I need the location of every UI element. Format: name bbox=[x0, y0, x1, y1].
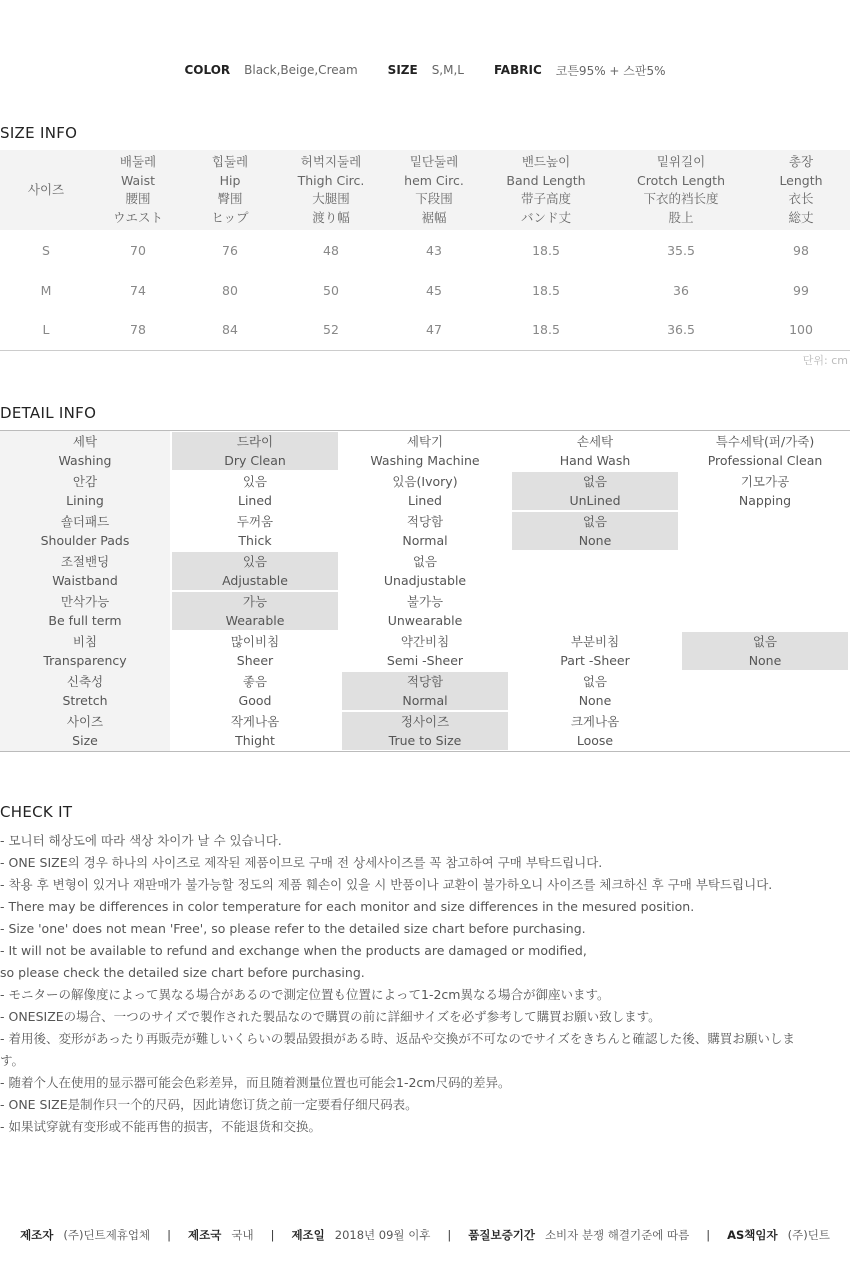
check-it-line: - Size 'one' does not mean 'Free', so please refer to the detailed size chart before purchasing. bbox=[0, 921, 586, 936]
detail-option: 기모가공 Napping bbox=[738, 474, 792, 508]
detail-option: 손세탁 Hand Wash bbox=[559, 434, 631, 468]
footer-key: AS책임자 bbox=[727, 1228, 778, 1242]
detail-row bbox=[0, 431, 850, 471]
check-it-line: - ONE SIZE是制作只一个的尺码，因此请您订货之前一定要看仔细尺码表。 bbox=[0, 1097, 418, 1112]
size-info-title: SIZE INFO bbox=[0, 124, 78, 142]
size-key: SIZE bbox=[387, 63, 418, 77]
detail-option: 특수세탁(퍼/가죽) Professional Clean bbox=[707, 434, 823, 468]
detail-option-selected: 없음 None bbox=[680, 631, 850, 671]
size-cell: 36 bbox=[673, 282, 689, 298]
detail-option: 불가능 Unwearable bbox=[387, 594, 463, 628]
size-cell: 35.5 bbox=[667, 242, 695, 258]
size-cell: 18.5 bbox=[532, 242, 560, 258]
check-it-line: - ONESIZEの場合、一つのサイズで製作された製品なので購買の前に詳細サイズを必ず参考して購買お願い致します。 bbox=[0, 1009, 661, 1024]
size-cell: 70 bbox=[130, 242, 146, 258]
detail-option bbox=[680, 511, 850, 551]
footer-value: (주)딘트제휴업체 bbox=[63, 1228, 151, 1242]
size-col-hip: 힙둘레 Hip 臀围 ヒップ bbox=[211, 154, 249, 225]
check-it-line: - モニターの解像度によって異なる場合があるので測定位置も位置によって1-2cm異なる場合が御座います。 bbox=[0, 987, 610, 1002]
check-it-line: - 随着个人在使用的显示器可能会色彩差异，而且随着测量位置也可能会1-2cm尺码的差异。 bbox=[0, 1075, 511, 1090]
size-cell: 47 bbox=[386, 310, 482, 350]
detail-option: 크게나옴 Loose bbox=[570, 714, 620, 748]
detail-option: 약간비침 Semi -Sheer bbox=[386, 634, 464, 668]
detail-row bbox=[0, 591, 850, 631]
check-it-line: - 모니터 해상도에 따라 색상 차이가 날 수 있습니다. bbox=[0, 833, 282, 848]
unit-note: 단위: cm bbox=[802, 354, 848, 367]
size-cell: 99 bbox=[793, 282, 809, 298]
detail-option: 있음(Ivory) Lined bbox=[392, 474, 458, 508]
detail-row bbox=[0, 631, 850, 671]
detail-option-selected: 드라이 Dry Clean bbox=[170, 431, 340, 471]
detail-option bbox=[510, 591, 680, 631]
size-value: S,M,L bbox=[431, 63, 464, 77]
detail-row-label: 숄더패드 Shoulder Pads bbox=[0, 511, 170, 551]
size-cell: 18.5 bbox=[532, 282, 560, 298]
size-row-s bbox=[0, 230, 850, 270]
detail-table bbox=[0, 430, 850, 752]
check-it-line: so please check the detailed size chart before purchasing. bbox=[0, 965, 365, 980]
detail-row-label: 사이즈 Size bbox=[0, 711, 170, 751]
size-cell: S bbox=[42, 242, 50, 258]
size-col-crotch: 밑위길이 Crotch Length 下衣的裆长度 股上 bbox=[636, 154, 726, 225]
check-it-line: す。 bbox=[0, 1053, 25, 1068]
check-it-list bbox=[0, 830, 850, 1138]
size-cell: 76 bbox=[222, 242, 238, 258]
size-cell: 50 bbox=[323, 282, 339, 298]
detail-option: 적당함 Normal bbox=[402, 514, 448, 548]
detail-option bbox=[680, 551, 850, 591]
detail-option bbox=[680, 671, 850, 711]
detail-row-label: 비침 Transparency bbox=[0, 631, 170, 671]
size-cell: L bbox=[0, 310, 92, 350]
size-cell: 36.5 bbox=[610, 310, 752, 350]
detail-option: 좋음 Good bbox=[238, 674, 272, 708]
detail-option: 부분비침 Part -Sheer bbox=[560, 634, 630, 668]
detail-row-label: 만삭가능 Be full term bbox=[0, 591, 170, 631]
detail-row-label: 조절밴딩 Waistband bbox=[0, 551, 170, 591]
detail-option-selected: 적당함 Normal bbox=[340, 671, 510, 711]
size-header-label: 사이즈 bbox=[27, 181, 65, 197]
check-it-title: CHECK IT bbox=[0, 803, 73, 821]
detail-option-selected: 없음 UnLined bbox=[510, 471, 680, 511]
footer-key: 제조자 bbox=[20, 1228, 54, 1242]
size-row-l bbox=[0, 310, 850, 350]
size-cell: 48 bbox=[323, 242, 339, 258]
product-spec-line bbox=[0, 60, 850, 80]
color-value: Black,Beige,Cream bbox=[244, 63, 358, 77]
detail-option bbox=[510, 551, 680, 591]
check-it-line: - It will not be available to refund and exchange when the products are damaged or modified, bbox=[0, 943, 587, 958]
size-cell: 100 bbox=[752, 310, 850, 350]
detail-option: 없음 None bbox=[578, 674, 612, 708]
size-cell: 52 bbox=[276, 310, 386, 350]
size-col-hem: 밑단둘레 hem Circ. 下段围 裾幅 bbox=[404, 154, 464, 225]
check-it-line: - ONE SIZE의 경우 하나의 사이즈로 제작된 제품이므로 구매 전 상세사이즈를 꼭 참고하여 구매 부탁드립니다. bbox=[0, 855, 603, 870]
footer-separator: | bbox=[270, 1228, 275, 1242]
detail-option-selected: 가능 Wearable bbox=[170, 591, 340, 631]
footer-separator: | bbox=[706, 1228, 711, 1242]
check-it-line: - 착용 후 변형이 있거나 재판매가 불가능할 정도의 제품 훼손이 있을 시 반품이나 교환이 불가하오니 사이즈를 체크하신 후 구매 부탁드립니다. bbox=[0, 877, 773, 892]
footer-key: 제조일 bbox=[291, 1228, 325, 1242]
product-info-footer bbox=[0, 1224, 850, 1246]
size-cell: M bbox=[40, 282, 52, 298]
size-row-m bbox=[0, 270, 850, 310]
detail-option bbox=[680, 711, 850, 751]
footer-value: 2018년 09월 이후 bbox=[334, 1228, 431, 1242]
check-it-line: - 如果试穿就有变形或不能再售的损害，不能退货和交换。 bbox=[0, 1119, 321, 1134]
size-col-thigh: 허벅지둘레 Thigh Circ. 大腿围 渡り幅 bbox=[297, 154, 365, 225]
footer-separator: | bbox=[167, 1228, 172, 1242]
size-cell: 80 bbox=[222, 282, 238, 298]
detail-option: 세탁기 Washing Machine bbox=[370, 434, 480, 468]
detail-option: 없음 Unadjustable bbox=[383, 554, 467, 588]
detail-option-selected: 없음 None bbox=[510, 511, 680, 551]
detail-row-label: 신축성 Stretch bbox=[0, 671, 170, 711]
size-col-band: 밴드높이 Band Length 带子高度 バンド丈 bbox=[506, 154, 586, 225]
detail-option: 있음 Lined bbox=[238, 474, 272, 508]
detail-option: 두꺼움 Thick bbox=[236, 514, 274, 548]
size-cell: 43 bbox=[426, 242, 442, 258]
footer-separator: | bbox=[447, 1228, 452, 1242]
detail-row bbox=[0, 471, 850, 511]
detail-row bbox=[0, 711, 850, 751]
fabric-key: FABRIC bbox=[493, 63, 542, 77]
size-cell: 78 bbox=[92, 310, 184, 350]
detail-row-label: 세탁 Washing bbox=[0, 431, 170, 471]
size-col-length: 총장 Length 衣长 総丈 bbox=[779, 154, 823, 225]
size-table bbox=[0, 150, 850, 351]
footer-value: 국내 bbox=[231, 1228, 254, 1242]
color-key: COLOR bbox=[184, 63, 231, 77]
detail-option: 많이비침 Sheer bbox=[230, 634, 280, 668]
check-it-line: - There may be differences in color temperature for each monitor and size differences in the mesured position. bbox=[0, 899, 695, 914]
footer-key: 품질보증기간 bbox=[468, 1228, 535, 1242]
check-it-line: - 着用後、変形があったり再販売が難しいくらいの製品毀損がある時、返品や交換が不可なのでサイズをきちんと確認した後、購買お願いしま bbox=[0, 1031, 795, 1046]
detail-option-selected: 정사이즈 True to Size bbox=[340, 711, 510, 751]
detail-option bbox=[680, 591, 850, 631]
size-cell: 45 bbox=[426, 282, 442, 298]
footer-value: 소비자 분쟁 해결기준에 따름 bbox=[544, 1228, 690, 1242]
detail-row bbox=[0, 511, 850, 551]
footer-value: (주)딘트 bbox=[787, 1228, 830, 1242]
detail-row bbox=[0, 551, 850, 591]
fabric-value: 코튼95% + 스판5% bbox=[555, 63, 666, 78]
detail-row bbox=[0, 671, 850, 711]
footer-key: 제조국 bbox=[188, 1228, 222, 1242]
size-cell: 98 bbox=[793, 242, 809, 258]
detail-row-label: 안감 Lining bbox=[0, 471, 170, 511]
size-cell: 74 bbox=[130, 282, 146, 298]
detail-info-title: DETAIL INFO bbox=[0, 404, 97, 422]
detail-option: 작게나옴 Thight bbox=[230, 714, 280, 748]
size-cell: 84 bbox=[184, 310, 276, 350]
size-col-waist: 배둘레 Waist 腰围 ウエスト bbox=[112, 154, 163, 225]
detail-option-selected: 있음 Adjustable bbox=[170, 551, 340, 591]
size-table-header bbox=[0, 150, 850, 230]
size-cell: 18.5 bbox=[482, 310, 610, 350]
